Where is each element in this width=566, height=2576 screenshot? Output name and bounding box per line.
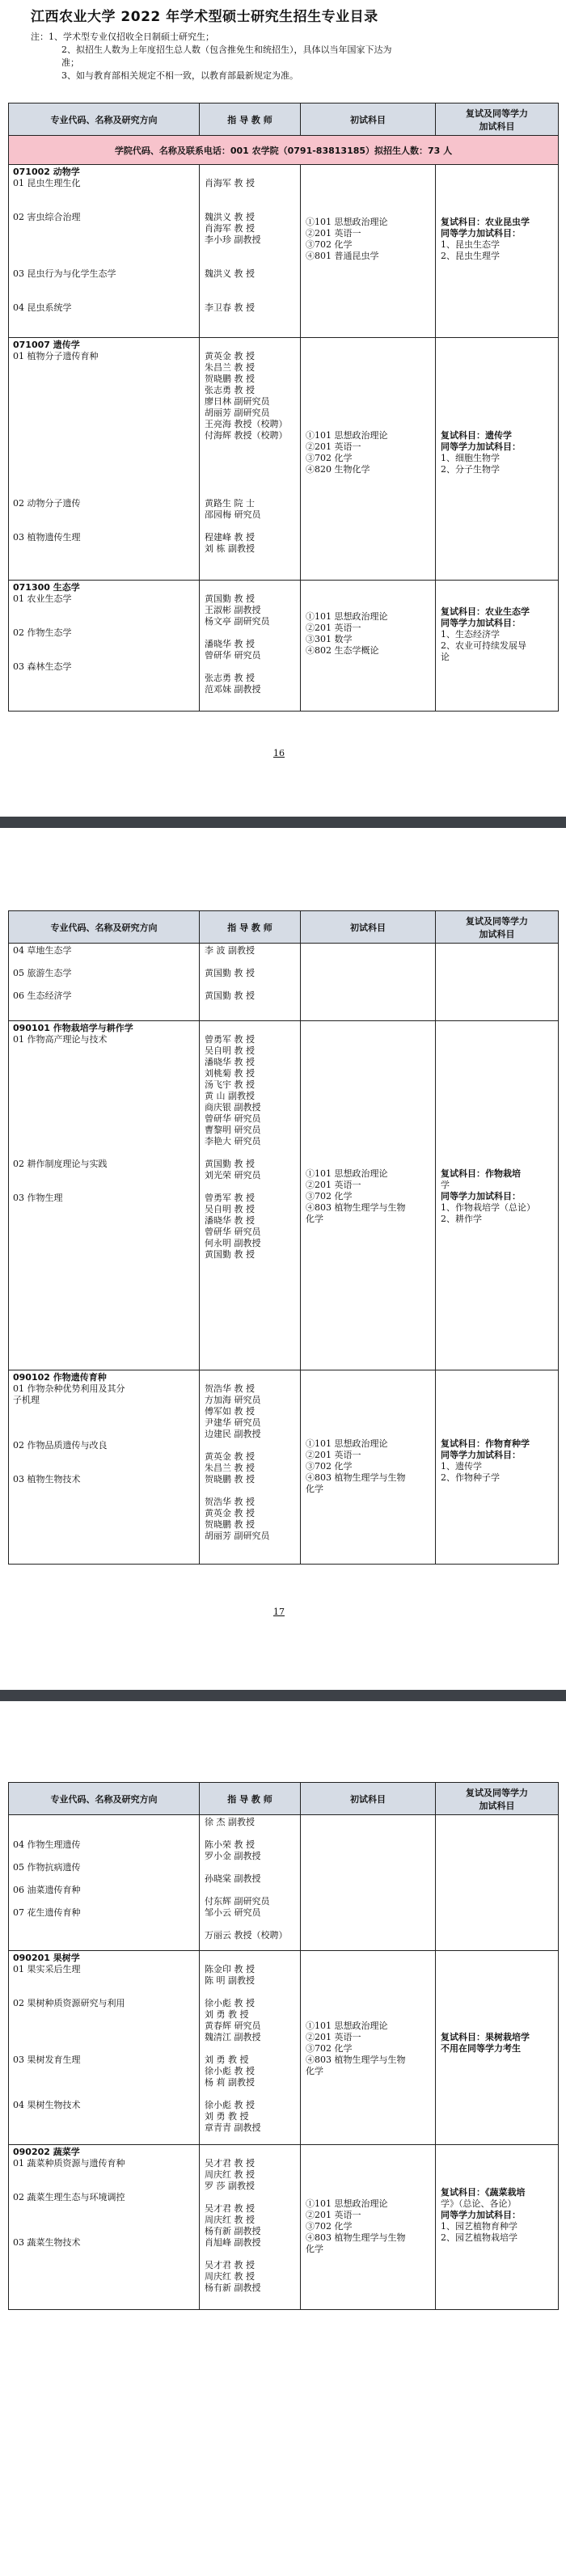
research-direction: 01 作物高产理论与技术: [13, 1034, 108, 1045]
exam-cell: [301, 1815, 435, 1949]
direction-cell: [9, 2145, 199, 2308]
supervisor-entry: 商庆银 副教授: [205, 1102, 261, 1113]
exam-subject: 化学: [306, 1484, 323, 1494]
exam-subject: ①101 思想政治理论: [306, 1168, 388, 1179]
retest-cell: [436, 581, 558, 710]
supervisor-entry: 潘晓华 教 授: [205, 639, 255, 649]
research-direction: 03 昆虫行为与化学生态学: [13, 268, 116, 279]
header-exam: 初试科目: [301, 1783, 436, 1815]
supervisor-entry: 徐小彪 教 授: [205, 1998, 255, 2008]
supervisor-entry: 曾研华 研究员: [205, 1227, 261, 1237]
retest-line: 1、生态经济学: [441, 629, 500, 640]
table-row: [9, 338, 559, 581]
major-title: 090202 蔬菜学: [13, 2147, 80, 2157]
direction-cell: [9, 1951, 199, 2143]
header-teacher: 指 导 教 师: [200, 1783, 301, 1815]
supervisor-entry: 黄路生 院 士: [205, 498, 255, 509]
supervisor-entry: 贺浩华 教 授: [205, 1383, 255, 1394]
page-separator: [0, 817, 566, 828]
retest-line: 同等学力加试科目：: [441, 2210, 521, 2220]
exam-subject: ③702 化学: [306, 1461, 353, 1472]
supervisor-entry: 李艳大 研究员: [205, 1136, 261, 1147]
exam-subject: ③301 数学: [306, 634, 353, 644]
exam-cell: [301, 1370, 435, 1563]
header-exam: 初试科目: [301, 103, 436, 136]
research-direction: 子机理: [13, 1395, 40, 1405]
research-direction: 05 旅游生态学: [13, 968, 72, 978]
exam-subject: ②201 英语一: [306, 2210, 361, 2220]
supervisor-entry: 魏洪义 教 授: [205, 212, 255, 222]
supervisor-entry: 刘桃菊 教 授: [205, 1068, 255, 1079]
supervisor-entry: 黄国勤 教 授: [205, 593, 255, 604]
supervisor-entry: 孙晓棠 副教授: [205, 1873, 261, 1884]
supervisor-entry: 贺晓鹏 教 授: [205, 1474, 255, 1484]
exam-subject: ①101 思想政治理论: [306, 2021, 388, 2031]
teacher-cell: [200, 1021, 300, 1369]
supervisor-entry: 杨 莉 副教授: [205, 2077, 255, 2088]
retest-line: 复试科目：遗传学: [441, 430, 512, 441]
exam-subject: ③702 化学: [306, 2043, 353, 2054]
exam-subject: 化学: [306, 1214, 323, 1224]
retest-cell: [436, 1370, 558, 1563]
supervisor-entry: 肖旭峰 副教授: [205, 2237, 261, 2248]
teacher-cell: [200, 944, 300, 1020]
header-retest-line: 复试及同等学力: [466, 1787, 528, 1798]
page-1: [0, 0, 566, 809]
supervisor-entry: 胡丽芳 副研究员: [205, 1531, 270, 1541]
direction-cell: [9, 944, 199, 1020]
table-row: [9, 581, 559, 712]
header-retest-line: 复试及同等学力: [466, 108, 528, 119]
supervisor-entry: 李卫春 教 授: [205, 302, 255, 313]
major-title: 090201 果树学: [13, 1953, 80, 1963]
exam-subject: ③702 化学: [306, 2221, 353, 2232]
research-direction: 01 作物杂种优势利用及其分: [13, 1383, 125, 1394]
exam-subject: ④803 植物生理学与生物: [306, 1472, 406, 1483]
retest-line: 1、遗传学: [441, 1461, 482, 1472]
table-row: [9, 1370, 559, 1565]
supervisor-entry: 吴才君 教 授: [205, 2158, 255, 2168]
research-direction: 02 蔬菜生理生态与环境调控: [13, 2192, 125, 2202]
retest-line: 论: [441, 652, 450, 662]
college-banner: 学院代码、名称及联系电话：001 农学院（0791-83813185）拟招生人数：73 人: [9, 136, 559, 165]
retest-line: 复试科目：作物育种学: [441, 1438, 530, 1449]
retest-line: 2、昆虫生理学: [441, 251, 500, 261]
supervisor-entry: 周庆红 教 授: [205, 2215, 255, 2225]
page-number: 17: [273, 1607, 285, 1617]
supervisor-entry: 肖海军 教 授: [205, 178, 255, 188]
retest-cell: [436, 338, 558, 579]
major-title: 071300 生态学: [13, 582, 80, 593]
retest-line: 复试科目：果树栽培学: [441, 2032, 530, 2042]
exam-cell: [301, 581, 435, 710]
major-title: 090101 作物栽培学与耕作学: [13, 1023, 133, 1033]
retest-line: 同等学力加试科目：: [441, 618, 521, 628]
research-direction: 05 作物抗病遗传: [13, 1862, 81, 1873]
supervisor-entry: 吴自明 教 授: [205, 1204, 255, 1214]
direction-cell: [9, 165, 199, 336]
retest-line: 复试科目：农业生态学: [441, 606, 530, 617]
table-row: [9, 1951, 559, 2145]
supervisor-entry: 邵园梅 研究员: [205, 509, 261, 520]
retest-cell: [436, 1815, 558, 1949]
supervisor-entry: 周庆红 教 授: [205, 2169, 255, 2180]
header-retest: [436, 1783, 559, 1815]
supervisor-entry: 刘 栋 副教授: [205, 543, 255, 554]
exam-subject: ①101 思想政治理论: [306, 2198, 388, 2209]
supervisor-entry: 潘晓华 教 授: [205, 1057, 255, 1067]
supervisor-entry: 徐小彪 教 授: [205, 2066, 255, 2076]
supervisor-entry: 魏洪义 教 授: [205, 268, 255, 279]
exam-subject: ①101 思想政治理论: [306, 1438, 388, 1449]
supervisor-entry: 方加海 研究员: [205, 1395, 261, 1405]
research-direction: 02 动物分子遗传: [13, 498, 81, 509]
supervisor-entry: 杨有新 副教授: [205, 2283, 261, 2293]
exam-subject: ①101 思想政治理论: [306, 430, 388, 441]
research-direction: 06 生态经济学: [13, 990, 72, 1001]
supervisor-entry: 贺晓鹏 教 授: [205, 374, 255, 384]
retest-line: 2、农业可持续发展导: [441, 640, 526, 651]
major-title: 071007 遗传学: [13, 340, 80, 350]
note-line: 3、如与教育部相关规定不相一致，以教育部最新规定为准。: [61, 70, 298, 81]
retest-line: 不用在同等学力考生: [441, 2043, 521, 2054]
research-direction: 02 作物品质遗传与改良: [13, 1440, 108, 1451]
table-row: [9, 2145, 559, 2310]
supervisor-entry: 付东辉 副研究员: [205, 1896, 270, 1907]
research-direction: 02 害虫综合治理: [13, 212, 81, 222]
supervisor-entry: 曹黎明 研究员: [205, 1125, 261, 1135]
exam-cell: [301, 2145, 435, 2308]
supervisor-entry: 黄国勤 教 授: [205, 1249, 255, 1260]
supervisor-entry: 曾勇军 教 授: [205, 1193, 255, 1203]
exam-subject: ③702 化学: [306, 239, 353, 250]
direction-cell: [9, 1021, 199, 1369]
research-direction: 01 蔬菜种质资源与遗传育种: [13, 2158, 125, 2168]
supervisor-entry: 汤飞宇 教 授: [205, 1079, 255, 1090]
catalog-table: [8, 910, 559, 1565]
research-direction: 03 森林生态学: [13, 661, 72, 672]
retest-line: 同等学力加试科目：: [441, 228, 521, 239]
exam-subject: ①101 思想政治理论: [306, 611, 388, 622]
table-row: [9, 1021, 559, 1370]
supervisor-entry: 边建民 副教授: [205, 1429, 261, 1439]
supervisor-entry: 罗 莎 副教授: [205, 2181, 255, 2191]
research-direction: 04 草地生态学: [13, 945, 72, 956]
header-retest-line: 加试科目: [479, 1800, 515, 1811]
page-number: 16: [273, 748, 285, 758]
supervisor-entry: 邹小云 研究员: [205, 1907, 261, 1918]
supervisor-entry: 陈小荣 教 授: [205, 1839, 255, 1850]
supervisor-entry: 傅军如 教 授: [205, 1406, 255, 1417]
supervisor-entry: 贺晓鹏 教 授: [205, 1519, 255, 1530]
header-retest: [436, 103, 559, 136]
supervisor-entry: 曾研华 研究员: [205, 650, 261, 661]
supervisor-entry: 张志勇 教 授: [205, 673, 255, 683]
supervisor-entry: 胡丽芳 副研究员: [205, 408, 270, 418]
supervisor-entry: 朱昌兰 教 授: [205, 362, 255, 373]
supervisor-entry: 陈金印 教 授: [205, 1964, 255, 1974]
research-direction: 03 作物生理: [13, 1193, 63, 1203]
catalog-table: [8, 1782, 559, 2310]
supervisor-entry: 刘光荣 研究员: [205, 1170, 261, 1180]
supervisor-entry: 潘晓华 教 授: [205, 1215, 255, 1226]
research-direction: 02 果树种质资源研究与利用: [13, 1998, 125, 2008]
supervisor-entry: 曾研华 研究员: [205, 1113, 261, 1124]
retest-cell: [436, 1021, 558, 1369]
exam-cell: [301, 1951, 435, 2143]
header-retest-line: 加试科目: [479, 928, 515, 940]
exam-subject: ④803 植物生理学与生物: [306, 2232, 406, 2243]
teacher-cell: [200, 2145, 300, 2308]
teacher-cell: [200, 165, 300, 336]
exam-cell: [301, 1021, 435, 1369]
supervisor-entry: 刘 勇 教 授: [205, 2054, 249, 2065]
note-line: 2、拟招生人数为上年度招生总人数（包含推免生和统招生），具体以当年国家下达为: [61, 44, 392, 55]
supervisor-entry: 廖日林 副研究员: [205, 396, 270, 407]
supervisor-entry: 吴才君 教 授: [205, 2203, 255, 2214]
supervisor-entry: 黄 山 副教授: [205, 1091, 255, 1101]
note-line: 注：1、学术型专业仅招收全日制硕士研究生；: [31, 32, 214, 42]
research-direction: 03 植物生物技术: [13, 1474, 81, 1484]
header-direction: 专业代码、名称及研究方向: [9, 103, 200, 136]
header-exam: 初试科目: [301, 911, 436, 944]
header-direction: 专业代码、名称及研究方向: [9, 1783, 200, 1815]
supervisor-entry: 黄英金 教 授: [205, 351, 255, 361]
research-direction: 01 农业生态学: [13, 593, 72, 604]
table-row: [9, 1815, 559, 1951]
retest-line: 复试科目：作物栽培: [441, 1168, 521, 1179]
retest-cell: [436, 944, 558, 1020]
page-separator: [0, 1690, 566, 1701]
direction-cell: [9, 1815, 199, 1949]
supervisor-entry: 范邓妹 副教授: [205, 684, 261, 695]
header-retest-line: 复试及同等学力: [466, 915, 528, 927]
exam-subject: ②201 英语一: [306, 2032, 361, 2042]
retest-line: 同等学力加试科目：: [441, 441, 521, 452]
supervisor-entry: 肖海军 教 授: [205, 223, 255, 234]
supervisor-entry: 吴才君 教 授: [205, 2260, 255, 2270]
teacher-cell: [200, 1951, 300, 2143]
retest-line: 学》（总论、各论）: [441, 2198, 517, 2209]
retest-line: 同等学力加试科目：: [441, 1191, 521, 1201]
supervisor-entry: 李 波 副教授: [205, 945, 255, 956]
teacher-cell: [200, 338, 300, 579]
research-direction: 02 耕作制度理论与实践: [13, 1159, 108, 1169]
supervisor-entry: 刘 勇 教 授: [205, 2111, 249, 2122]
research-direction: 02 作物生态学: [13, 627, 72, 638]
exam-subject: 化学: [306, 2244, 323, 2254]
research-direction: 03 植物遗传生理: [13, 532, 81, 543]
supervisor-entry: 何永明 副教授: [205, 1238, 261, 1248]
research-direction: 03 果树发育生理: [13, 2054, 81, 2065]
major-title: 090102 作物遗传育种: [13, 1372, 107, 1383]
table-row: [9, 165, 559, 338]
header-direction: 专业代码、名称及研究方向: [9, 911, 200, 944]
exam-subject: ③702 化学: [306, 1191, 353, 1201]
supervisor-entry: 曾勇军 教 授: [205, 1034, 255, 1045]
supervisor-entry: 黄国勤 教 授: [205, 1159, 255, 1169]
supervisor-entry: 吴自明 教 授: [205, 1045, 255, 1056]
supervisor-entry: 黄英金 教 授: [205, 1451, 255, 1462]
exam-subject: ④802 生态学概论: [306, 645, 379, 656]
exam-subject: ②201 英语一: [306, 623, 361, 633]
exam-subject: ④803 植物生理学与生物: [306, 2054, 406, 2065]
exam-subject: ④820 生物化学: [306, 464, 370, 475]
supervisor-entry: 程建峰 教 授: [205, 532, 255, 543]
research-direction: 04 果树生物技术: [13, 2100, 81, 2110]
supervisor-entry: 王淑彬 副教授: [205, 605, 261, 615]
supervisor-entry: 徐小彪 教 授: [205, 2100, 255, 2110]
exam-subject: 化学: [306, 2066, 323, 2076]
supervisor-entry: 魏清江 副教授: [205, 2032, 261, 2042]
supervisor-entry: 王亮海 教授（校聘）: [205, 419, 288, 429]
exam-subject: ④801 普通昆虫学: [306, 251, 379, 261]
header-retest: [436, 911, 559, 944]
supervisor-entry: 黄国勤 教 授: [205, 990, 255, 1001]
research-direction: 01 昆虫生理生化: [13, 178, 81, 188]
research-direction: 01 植物分子遗传育种: [13, 351, 99, 361]
page-2: [0, 828, 566, 1669]
retest-line: 1、细胞生物学: [441, 453, 500, 463]
supervisor-entry: 周庆红 教 授: [205, 2271, 255, 2282]
retest-line: 1、园艺植物育种学: [441, 2221, 517, 2232]
supervisor-entry: 黄春辉 研究员: [205, 2021, 261, 2031]
exam-subject: ②201 英语一: [306, 1450, 361, 1460]
research-direction: 01 果实采后生理: [13, 1964, 81, 1974]
retest-cell: [436, 2145, 558, 2308]
supervisor-entry: 朱昌兰 教 授: [205, 1463, 255, 1473]
exam-subject: ③702 化学: [306, 453, 353, 463]
retest-line: 2、园艺植物栽培学: [441, 2232, 517, 2243]
teacher-cell: [200, 581, 300, 710]
retest-line: 复试科目：农业昆虫学: [441, 217, 530, 227]
document-title: 江西农业大学 2022 年学术型硕士研究生招生专业目录: [31, 9, 378, 25]
exam-cell: [301, 944, 435, 1020]
teacher-cell: [200, 1815, 300, 1949]
research-direction: 04 昆虫系统学: [13, 302, 72, 313]
supervisor-entry: 万丽云 教授（校聘）: [205, 1930, 288, 1940]
major-title: 071002 动物学: [13, 167, 80, 177]
exam-subject: ②201 英语一: [306, 228, 361, 239]
retest-line: 1、昆虫生态学: [441, 239, 500, 250]
exam-subject: ②201 英语一: [306, 1180, 361, 1190]
exam-subject: ①101 思想政治理论: [306, 217, 388, 227]
supervisor-entry: 章青青 副教授: [205, 2122, 261, 2133]
supervisor-entry: 徐 杰 副教授: [205, 1817, 255, 1827]
header-retest-line: 加试科目: [479, 120, 515, 132]
retest-line: 1、作物栽培学（总论）: [441, 1202, 535, 1213]
supervisor-entry: 杨文亭 副研究员: [205, 616, 270, 627]
exam-subject: ④803 植物生理学与生物: [306, 1202, 406, 1213]
supervisor-entry: 刘 勇 教 授: [205, 2009, 249, 2020]
teacher-cell: [200, 1370, 300, 1563]
supervisor-entry: 张志勇 教 授: [205, 385, 255, 395]
exam-subject: ②201 英语一: [306, 441, 361, 452]
supervisor-entry: 贺浩华 教 授: [205, 1497, 255, 1507]
supervisor-entry: 杨有新 副教授: [205, 2226, 261, 2236]
supervisor-entry: 黄国勤 教 授: [205, 968, 255, 978]
header-teacher: 指 导 教 师: [200, 103, 301, 136]
supervisor-entry: 尹建华 研究员: [205, 1417, 261, 1428]
direction-cell: [9, 338, 199, 579]
supervisor-entry: 黄英金 教 授: [205, 1508, 255, 1518]
header-teacher: 指 导 教 师: [200, 911, 301, 944]
page-3: [0, 1701, 566, 2576]
direction-cell: [9, 1370, 199, 1563]
retest-line: 学: [441, 1180, 450, 1190]
supervisor-entry: 陈 明 副教授: [205, 1975, 255, 1986]
research-direction: 03 蔬菜生物技术: [13, 2237, 81, 2248]
direction-cell: [9, 581, 199, 710]
research-direction: 06 油菜遗传育种: [13, 1885, 81, 1895]
retest-line: 2、分子生物学: [441, 464, 500, 475]
supervisor-entry: 李小珍 副教授: [205, 234, 261, 245]
note-line: 准；: [61, 57, 79, 68]
exam-cell: [301, 338, 435, 579]
retest-line: 复试科目：《蔬菜栽培: [441, 2187, 526, 2198]
supervisor-entry: 罗小金 副教授: [205, 1851, 261, 1861]
retest-cell: [436, 1951, 558, 2143]
retest-cell: [436, 165, 558, 336]
catalog-table: [8, 103, 559, 712]
retest-line: 2、耕作学: [441, 1214, 482, 1224]
table-row: [9, 944, 559, 1021]
supervisor-entry: 付海辉 教授（校聘）: [205, 430, 288, 441]
retest-line: 同等学力加试科目：: [441, 1450, 521, 1460]
retest-line: 2、作物种子学: [441, 1472, 500, 1483]
research-direction: 04 作物生理遗传: [13, 1839, 81, 1850]
exam-cell: [301, 165, 435, 336]
research-direction: 07 花生遗传育种: [13, 1907, 81, 1918]
